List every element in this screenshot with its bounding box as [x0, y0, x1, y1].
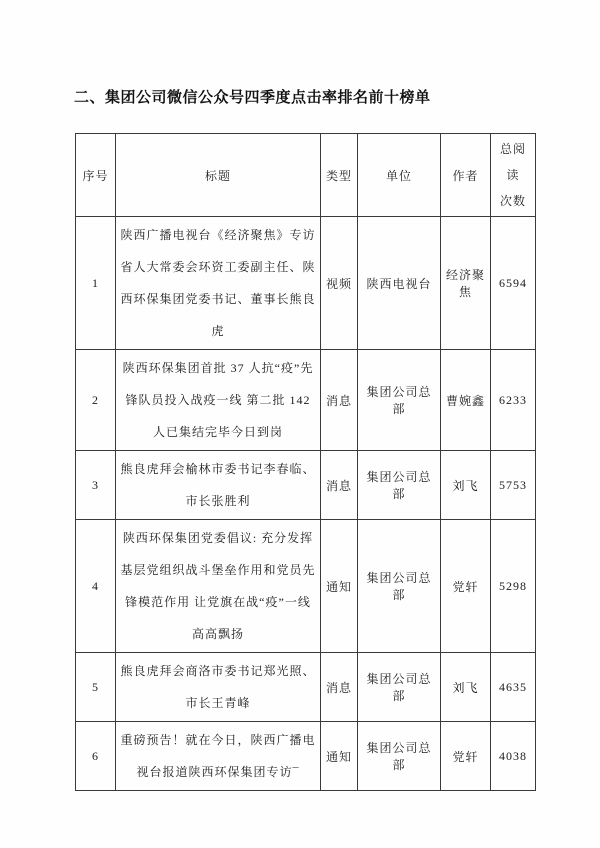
header-index: 序号: [76, 134, 116, 217]
cell-unit: 集团公司总部: [358, 350, 441, 451]
cell-type: 消息: [321, 653, 358, 722]
header-title: 标题: [116, 134, 321, 217]
cell-author: 刘飞: [441, 653, 491, 722]
cell-title: 熊良虎拜会榆林市委书记李春临、市长张胜利: [116, 451, 321, 520]
header-unit: 单位: [358, 134, 441, 217]
cell-type: 通知: [321, 520, 358, 653]
cell-index: 1: [76, 217, 116, 350]
table-row: [76, 217, 536, 350]
cell-index: 5: [76, 653, 116, 722]
cell-title: 陕西环保集团首批 37 人抗“疫”先锋队员投入战疫一线 第二批 142 人已集结完毕今日到岗: [116, 350, 321, 451]
cell-author: 党轩: [441, 520, 491, 653]
cell-index: 6: [76, 722, 116, 791]
cell-title: 重磅预告！就在今日，陕西广播电视台报道陕西环保集团专访¯: [116, 722, 321, 791]
cell-author: 党轩: [441, 722, 491, 791]
header-type: 类型: [321, 134, 358, 217]
cell-reads: 6233: [491, 350, 536, 451]
cell-type: 消息: [321, 350, 358, 451]
table-row: [76, 653, 536, 722]
cell-unit: 集团公司总部: [358, 653, 441, 722]
header-reads: [491, 134, 536, 217]
table-header-row: [76, 134, 536, 217]
cell-reads: 4635: [491, 653, 536, 722]
section-heading: 二、集团公司微信公众号四季度点击率排名前十榜单: [74, 89, 431, 106]
cell-unit: 集团公司总部: [358, 451, 441, 520]
table-header: [76, 134, 536, 217]
table-row: [76, 520, 536, 653]
cell-type: 消息: [321, 451, 358, 520]
cell-author: 曹婉鑫: [441, 350, 491, 451]
cell-title: 熊良虎拜会商洛市委书记郑光照、市长王青峰: [116, 653, 321, 722]
table-row: [76, 350, 536, 451]
cell-reads: 4038: [491, 722, 536, 791]
cell-unit: 集团公司总部: [358, 520, 441, 653]
cell-unit: 集团公司总部: [358, 722, 441, 791]
cell-unit: 陕西电视台: [358, 217, 441, 350]
cell-title: 陕西环保集团党委倡议: 充分发挥基层党组织战斗堡垒作用和党员先锋模范作用 让党旗在战“疫”一线高高飘扬: [116, 520, 321, 653]
table-row: [76, 722, 536, 791]
cell-author: 刘飞: [441, 451, 491, 520]
cell-reads: 6594: [491, 217, 536, 350]
cell-reads: 5753: [491, 451, 536, 520]
cell-type: 通知: [321, 722, 358, 791]
header-reads-line2: 次数: [499, 194, 526, 208]
cell-type: 视频: [321, 217, 358, 350]
cell-reads: 5298: [491, 520, 536, 653]
cell-title: 陕西广播电视台《经济聚焦》专访省人大常委会环资工委副主任、陕西环保集团党委书记、董事长熊良虎: [116, 217, 321, 350]
cell-index: 2: [76, 350, 116, 451]
table-row: [76, 451, 536, 520]
header-author: 作者: [441, 134, 491, 217]
ranking-table: [75, 133, 536, 791]
cell-index: 3: [76, 451, 116, 520]
header-reads-line1: 总阅读: [499, 142, 526, 182]
cell-author: 经济聚焦: [441, 217, 491, 350]
cell-index: 4: [76, 520, 116, 653]
